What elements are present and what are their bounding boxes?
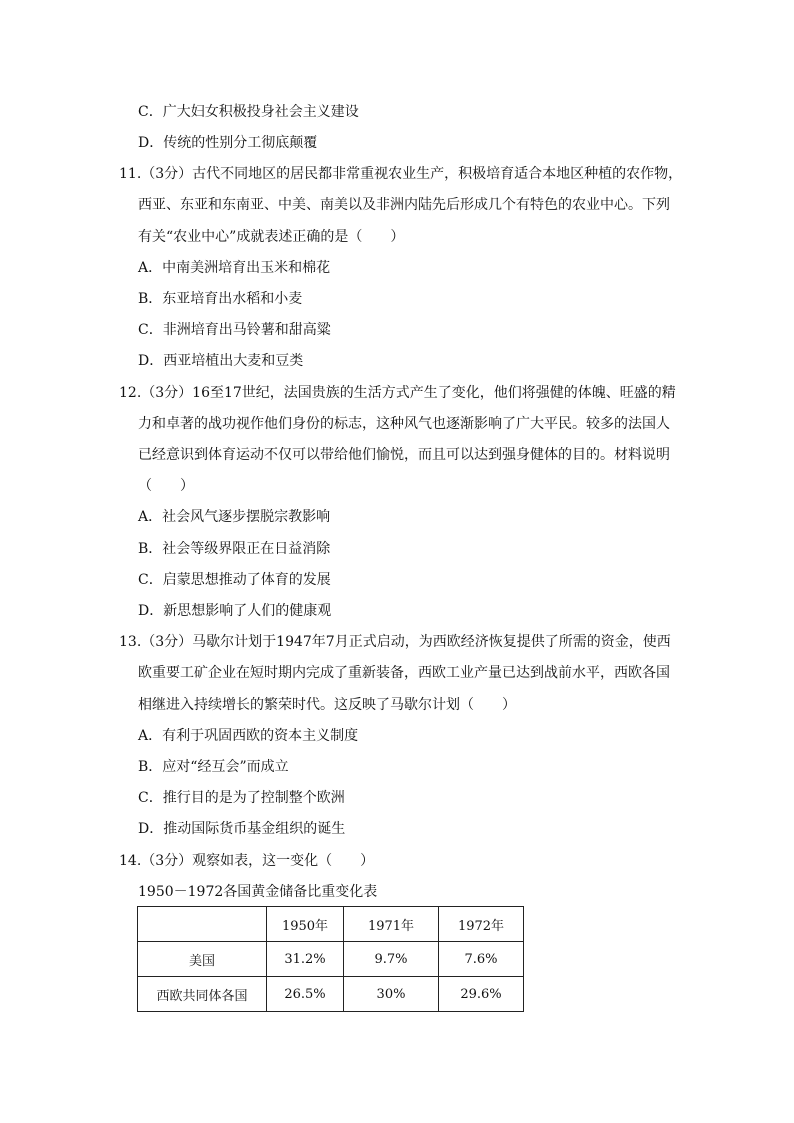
table-cell: 美国 bbox=[138, 942, 267, 977]
q12-stem-line-1: 12.（3分）16至17世纪，法国贵族的生活方式产生了变化，他们将强健的体魄、旺盛的精 bbox=[119, 385, 676, 401]
table-cell: 31.2% bbox=[267, 942, 344, 977]
table-cell: 9.7% bbox=[344, 942, 439, 977]
q13-stem-line-1: 13.（3分）马歇尔计划于1947年7月正式启动，为西欧经济恢复提供了所需的资金，使西 bbox=[119, 634, 671, 650]
q12-option-c: C．启蒙思想推动了体育的发展 bbox=[138, 572, 331, 588]
table-row bbox=[138, 977, 524, 1012]
table-header-row bbox=[138, 907, 524, 942]
q13-option-c: C．推行目的是为了控制整个欧洲 bbox=[138, 790, 345, 806]
q12-stem-line-4: （ ） bbox=[138, 478, 194, 494]
q11-stem-line-3: 有关“农业中心”成就表述正确的是（ ） bbox=[138, 229, 405, 245]
table-cell: 30% bbox=[344, 977, 439, 1012]
table-cell: 西欧共同体各国 bbox=[138, 977, 267, 1012]
q13-option-b: B．应对“经互会”而成立 bbox=[138, 759, 289, 775]
q12-stem-line-3: 已经意识到体育运动不仅可以带给他们愉悦，而且可以达到强身健体的目的。材料说明 bbox=[138, 447, 670, 463]
q12-option-b: B．社会等级界限正在日益消除 bbox=[138, 541, 331, 557]
q11-option-d: D．西亚培植出大麦和豆类 bbox=[138, 353, 304, 369]
q10-option-d: D．传统的性别分工彻底颠覆 bbox=[138, 135, 318, 151]
q11-option-b: B．东亚培育出水稻和小麦 bbox=[138, 291, 303, 307]
table-header-cell: 1971年 bbox=[344, 907, 439, 942]
table-row bbox=[138, 942, 524, 977]
table-header-cell bbox=[138, 907, 267, 942]
q13-option-a: A．有利于巩固西欧的资本主义制度 bbox=[138, 728, 359, 744]
table-cell: 26.5% bbox=[267, 977, 344, 1012]
gold-reserve-table bbox=[137, 906, 524, 1012]
q12-option-d: D．新思想影响了人们的健康观 bbox=[138, 603, 332, 619]
q13-stem-line-2: 欧重要工矿企业在短时期内完成了重新装备，西欧工业产量已达到战前水平，西欧各国 bbox=[138, 665, 670, 681]
q11-option-c: C．非洲培育出马铃薯和甜高粱 bbox=[138, 322, 331, 338]
q12-stem-line-2: 力和卓著的战功视作他们身份的标志，这种风气也逐渐影响了广大平民。较多的法国人 bbox=[138, 416, 670, 432]
q11-stem-line-2: 西亚、东亚和东南亚、中美、南美以及非洲内陆先后形成几个有特色的农业中心。下列 bbox=[138, 197, 670, 213]
table-cell: 29.6% bbox=[439, 977, 524, 1012]
q11-option-a: A．中南美洲培育出玉米和棉花 bbox=[138, 260, 331, 276]
q14-table-title: 1950－1972各国黄金储备比重变化表 bbox=[138, 884, 378, 900]
table-cell: 7.6% bbox=[439, 942, 524, 977]
q10-option-c: C．广大妇女积极投身社会主义建设 bbox=[138, 104, 359, 120]
table-header-cell: 1972年 bbox=[439, 907, 524, 942]
q14-stem: 14.（3分）观察如表，这一变化（ ） bbox=[119, 853, 375, 869]
q13-stem-line-3: 相继进入持续增长的繁荣时代。这反映了马歇尔计划（ ） bbox=[138, 697, 516, 713]
q11-stem-line-1: 11.（3分）古代不同地区的居民都非常重视农业生产，积极培育适合本地区种植的农作物， bbox=[119, 166, 683, 182]
q13-option-d: D．推动国际货币基金组织的诞生 bbox=[138, 821, 346, 837]
table-header-cell: 1950年 bbox=[267, 907, 344, 942]
q12-option-a: A．社会风气逐步摆脱宗教影响 bbox=[138, 509, 331, 525]
